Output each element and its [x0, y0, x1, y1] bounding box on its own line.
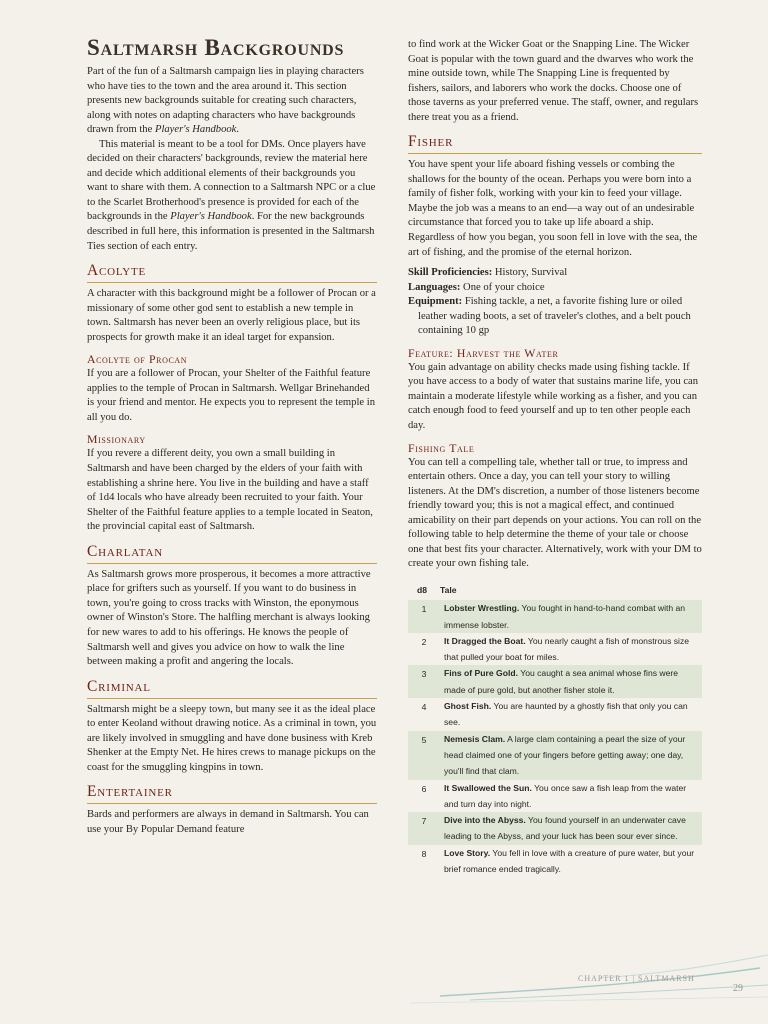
table-row — [408, 731, 702, 780]
left-column — [87, 35, 377, 837]
feature-heading: Feature: Harvest the Water — [408, 345, 559, 360]
entertainer-heading: Entertainer — [87, 783, 377, 804]
table-header-die: d8 — [416, 584, 428, 595]
table-cell-roll: 3 — [408, 665, 440, 698]
tale-title: Love Story. — [444, 847, 491, 858]
charlatan-heading: Charlatan — [87, 543, 377, 564]
table-cell-roll: 2 — [421, 636, 427, 647]
table-row — [408, 698, 702, 731]
languages: Languages: One of your choice — [408, 281, 545, 293]
acolyte-text: A character with this background might be a follower of Procan or a missionary of some other god sent to establish a new temple in town. Saltmarsh has never been an overly religious place, but its prospects for growth make it an ideal target for expansion. — [87, 288, 376, 343]
tale-text: You nearly caught a fish of monstrous size that pulled your boat for miles. — [444, 635, 690, 663]
acolyte-of-procan-heading: Acolyte of Procan — [87, 352, 188, 367]
tale-text: You are haunted by a ghostly fish that only you can see. — [444, 701, 688, 728]
page-number: 29 — [733, 983, 743, 994]
equipment: Equipment: Fishing tackle, a net, a favorite fishing lure or oiled leather wading boots, a set of traveler's clothes, and a belt pouch containing 10 gp — [408, 296, 691, 337]
entertainer-text: Bards and performers are always in demand in Saltmarsh. You can use your By Popular Demand feature — [87, 809, 369, 835]
tale-title: Lobster Wrestling. — [444, 603, 520, 614]
table-header-row — [408, 582, 702, 600]
tale-text: You found yourself in an underwater cave leading to the Abyss, and your luck has been sour ever since. — [444, 815, 686, 842]
table-row — [408, 633, 702, 666]
skill-proficiencies: Skill Proficiencies: History, Survival — [408, 267, 568, 279]
tale-title: It Swallowed the Sun. — [444, 782, 532, 793]
fisher-heading: Fisher — [408, 133, 702, 154]
criminal-heading: Criminal — [87, 678, 377, 699]
footer-chapter: CHAPTER 1 | SALTMARSH — [578, 974, 695, 983]
fishing-tale-heading: Fishing Tale — [408, 440, 475, 455]
table-cell-tale — [440, 665, 702, 698]
table-cell-tale — [440, 845, 702, 878]
charlatan-text: As Saltmarsh grows more prosperous, it becomes a more attractive place for grifters such as yourself. If you want to do business in town, you're going to cross tracks with Winston, the eponymous owner of Winston's Store. The halfling merchant is always looking for new wares to add to his offerings. He knows the people of Saltmarsh well and gives you advice on how to walk the line between making a profit and angering the locals. — [87, 568, 371, 668]
table-row — [408, 780, 702, 813]
table-body — [408, 600, 702, 877]
missionary-heading: Missionary — [87, 432, 146, 447]
feature-text: You gain advantage on ability checks made using fishing tackle. If you have access to a body of water that sustains marine life, you can maintain a moderate lifestyle while working as a fisher, and you can catch enough food to feed yourself and up to ten other people each day. — [408, 361, 699, 432]
table-row — [408, 600, 702, 633]
intro-paragraph-1: Part of the fun of a Saltmarsh campaign lies in playing characters who have ties to the town and the area around it. This section presents new backgrounds suitable for creating such characters, along with notes on adapting characters who have backgrounds drawn from the Player's Handbook. — [87, 66, 364, 136]
table-row — [408, 812, 702, 845]
tale-text: A large clam containing a pearl the size of your head claimed one of your fingers before getting away; one day, you'll find that clam. — [444, 733, 686, 777]
acolyte-of-procan-text: If you are a follower of Procan, your Shelter of the Faithful feature applies to the temple of Procan in Saltmarsh. Wellgar Brinehanded is your friend and mentor. He expects you to represent the temple in all you do. — [87, 368, 376, 423]
entertainer-text-continued: to find work at the Wicker Goat or the Snapping Line. The Wicker Goat is popular with the town guard and the dwarves who work the mine outside town, while The Snapping Line is frequented by fishers, sailors, and laborers who work the docks. Choose one of those taverns as your preferred venue. The staff, owner, and regulars there treat you as a friend. — [408, 39, 699, 123]
fishing-tale-text: You can tell a compelling tale, whether tall or true, to impress and entertain others. Once a day, you can tell your story to willing listeners. At the DM's discretion, a number of those listeners become friendly toward you; this is not a magical effect, and continued amicability on their part depends on your actions. You can roll on the following table to help determine the theme of your tale or choose one that best fits your character. Alternatively, work with your DM to create your own fishing tale. — [408, 456, 702, 570]
table-cell-tale — [440, 600, 702, 633]
table-cell-roll: 6 — [421, 783, 427, 794]
tale-title: Nemesis Clam. — [444, 733, 506, 744]
table-header-tale: Tale — [440, 584, 457, 595]
fisher-text: You have spent your life aboard fishing vessels or combing the shallows for the bounty of the ocean. Perhaps you were born into a family of fisher folk, working with your kin to feed your village. Maybe the job was a means to an end—a way out of an undesirable circumstance that forced you to take up life aboard a ship. Regardless of how you began, you soon fell in love with the sea, the art of fishing, and the promise of the eternal horizon. — [408, 159, 698, 258]
table-cell-roll: 4 — [421, 702, 427, 713]
table-cell-roll: 1 — [408, 600, 440, 633]
table-cell-tale — [440, 780, 702, 813]
acolyte-heading: Acolyte — [87, 262, 377, 283]
table-cell-tale — [440, 812, 702, 845]
tale-text: You once saw a fish leap from the water and turn day into night. — [444, 782, 687, 809]
table-cell-tale — [440, 731, 702, 780]
table-cell-roll: 8 — [421, 848, 427, 859]
table-row — [408, 665, 702, 698]
table-row — [408, 845, 702, 878]
tale-text: You fell in love with a creature of pure water, but your brief romance ended tragically. — [444, 847, 695, 874]
tale-title: It Dragged the Boat. — [444, 635, 526, 646]
table-cell-tale — [440, 633, 702, 666]
criminal-text: Saltmarsh might be a sleepy town, but many see it as the ideal place to enter Keoland without drawing notice. As a criminal in town, you are likely involved in smuggling and have done business with Kreb Shenker at the Empty Net. He hires crews to manage pickups on the coast for the smuggling kingpins in town. — [87, 703, 377, 773]
tale-text: You caught a sea animal whose fins were made of pure gold, but another fisher stole it. — [444, 668, 679, 695]
table-cell-tale — [440, 698, 702, 731]
tale-title: Fins of Pure Gold. — [444, 668, 519, 679]
missionary-text: If you revere a different deity, you own a small building in Saltmarsh and have been charged by the elders of your faith with establishing a shrine here. You live in the building and have a staff of 1d4 locals who have already been recruited to your faith. Your Shelter of the Faithful feature applies to a temple located in Seaton, the provincial capital east of Saltmarsh. — [87, 448, 373, 533]
tale-title: Ghost Fish. — [444, 701, 492, 712]
table-cell-roll: 7 — [408, 812, 440, 845]
tale-title: Dive into the Abyss. — [444, 815, 526, 826]
table-cell-roll: 5 — [408, 731, 440, 780]
tale-text: You fought in hand-to-hand combat with an immense lobster. — [444, 603, 686, 630]
intro-paragraph-2: This material is meant to be a tool for DMs. Once players have decided on their characters' backgrounds, review the material here and decide which additional elements of their backgrounds you want to share with them. A connection to a Saltmarsh NPC or a clue to the Scarlet Brotherhood's presence is provided for each of the backgrounds in the Player's Handbook. For the new backgrounds described in full here, this information is presented in the Saltmarsh Ties section of each entry. — [87, 138, 376, 252]
fishing-tale-table — [408, 582, 702, 877]
right-column — [408, 38, 702, 877]
page-title: Saltmarsh Backgrounds — [87, 35, 345, 60]
